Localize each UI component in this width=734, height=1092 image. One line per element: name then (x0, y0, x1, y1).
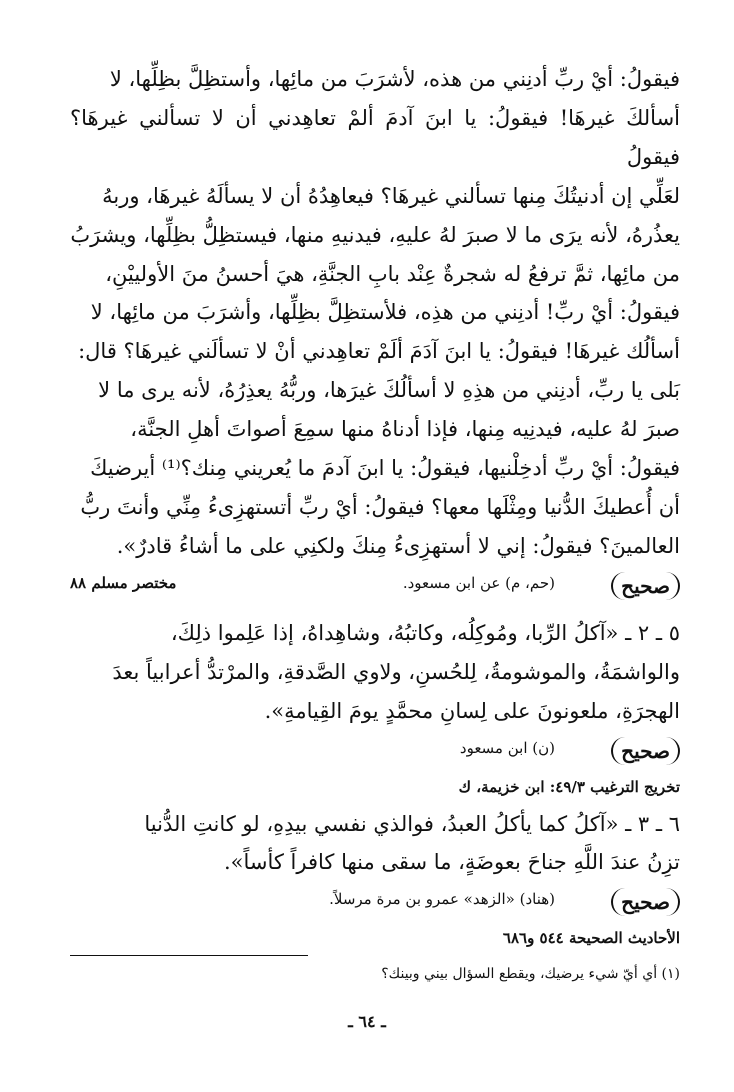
footnote-divider (70, 955, 308, 956)
hadith-source: (هناد) «الزهد» عمرو بن مرة مرسلاً. (329, 890, 555, 909)
text-line: والواشمَةُ، والموشومةُ، لِلحُسنِ، ولاوي الصَّدقةِ، والمرْتدُّ أعرابياً بعدَ (112, 659, 680, 684)
text-line: فيقولُ: أيْ ربِّ أدنِني من هذه، لأشرَبَ من مائِها، وأستظِلَّ بظِلِّها، لا (109, 67, 680, 91)
hadith-reference: الأحاديث الصحيحة ٥٤٤ و٦٨٦ (502, 929, 680, 948)
hadith-text-paragraph-2 (70, 614, 680, 731)
text-line: فيقولُ: أيْ ربِّ أدخِلْنيها، فيقولُ: يا ابنَ آدمَ ما يُعريني مِنك؟⁽¹⁾ أيرضيكَ (90, 456, 680, 481)
hadith-source: (حم، م) عن ابن مسعود. (402, 573, 555, 592)
text-line: فيقولُ: أيْ ربِّ! أدنِني من هذِه، فلأستظِلَّ بظِلِّها، وأشرَبَ من مائِها، لا (90, 300, 680, 325)
hadith-reference: تخريج الترغيب ٤٩/٣: ابن خزيمة، ك (458, 777, 680, 796)
hadith-text-paragraph-1 (70, 60, 680, 566)
text-line: الهجرَةِ، ملعونونَ على لِسانِ محمَّدٍ يومَ القِيامةِ». (264, 698, 680, 723)
text-line: العالمينَ؟ فيقولُ: إني لا أستهزِىءُ مِنكَ ولكنِي على ما أشاءُ قادرٌ». (116, 533, 680, 558)
text-line: صبرَ لهُ عليه، فيدنِيه مِنها، فإذا أدناهُ منها سمِعَ أصواتَ أهلِ الجنَّة، (130, 417, 680, 442)
hadith-1-source-row (70, 570, 680, 608)
hadith-reference: مختصر مسلم ٨٨ (70, 573, 177, 592)
page-body (70, 60, 680, 956)
text-line: أن أُعطيكَ الدُّنيا ومِثْلَها معها؟ فيقولُ: أيْ ربِّ أتستهزِىءُ مِنِّي وأنتَ ربُّ (80, 494, 680, 519)
text-line: بَلى يا ربِّ، أدنِني من هذِهِ لا أسألُكَ غيرَها، وربُّهُ يعذِرُهُ، لأنه يرى ما لا (98, 378, 680, 403)
page-number: ـ ٦٤ ـ (348, 1012, 386, 1031)
hadith-3-source-row (70, 886, 680, 924)
text-line: يعذُرهُ، لأنه يرَى ما لا صبرَ لهُ عليهِ، فيدنيهِ منها، فيستظِلُّ بظِلِّها، ويشرَبُ (70, 222, 680, 247)
text-line: لعَلِّي إن أدنيتُكَ مِنها تسألني غيرهَا؟ فيعاهِدُهُ أن لا يسألَهُ غيرهَا، وربهُ (102, 183, 680, 208)
text-line: أسألُك غيرهَا! فيقولُ: يا ابنَ آدَمَ ألَمْ تعاهِدني أنْ لا تسألَني غيرهَا؟ قال: (78, 339, 680, 364)
text-line: تزِنُ عندَ اللَّهِ جناحَ بعوضَةٍ، ما سقى منها كافراً كأساً». (223, 850, 680, 875)
hadith-source: (ن) ابن مسعود (459, 738, 555, 757)
text-line: أسألكَ غيرهَا! فيقولُ: يا ابنَ آدمَ ألمْ تعاهِدني أن لا تسألني غيرهَا؟ فيقولُ (70, 105, 680, 169)
hadith-text-paragraph-3 (70, 805, 680, 883)
text-line: من مائِها، ثمَّ ترفعُ له شجرةٌ عِنْد بابِ الجنَّةِ، هيَ أحسنُ منَ الأولييْنِ، (105, 261, 680, 286)
hadith-2-source-row (70, 735, 680, 773)
text-line: ٦ ـ ٣ ـ «آكلُ كما يأكلُ العبدُ، فوالذي نفسي بيدِهِ، لو كانتِ الدُّنيا (144, 811, 680, 836)
grade-badge: صحيح (611, 888, 680, 916)
grade-badge: صحيح (611, 572, 680, 600)
text-line: ٥ ـ ٢ ـ «آكلُ الرِّبا، ومُوكِلُه، وكاتبُهُ، وشاهِداهُ، إذا عَلِموا ذلِكَ، (170, 620, 680, 645)
footnote: (١) أي أيّ شيء يرضيك، ويقطع السؤال بيني وبينك؟ (381, 966, 680, 982)
grade-badge: صحيح (611, 737, 680, 765)
